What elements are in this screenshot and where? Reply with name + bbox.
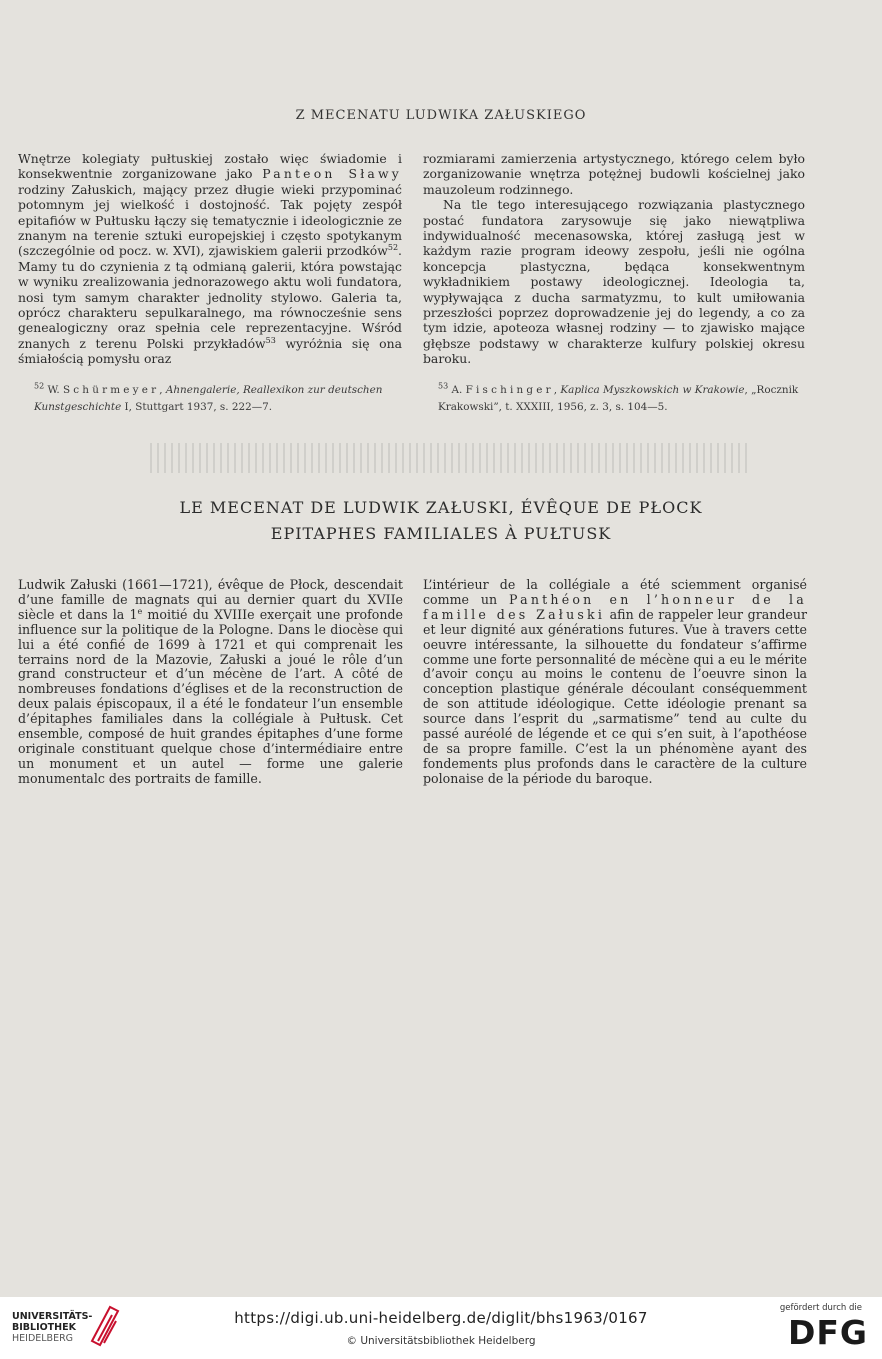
footnote-53: $^{53}$ A. Fischinger, Kaplica Myszkowskich w Krakowie, „Rocznik Krakowski”, t. XXXIII, 1956, z. 3, s. 104—5. xyxy=(438,381,799,413)
french-column-right: L’intérieur de la collégiale a été sciemment organisé comme un Panthéon en l’honneur de la famille des Załuski afin de rappeler leur grandeur et leur dignité aux générations futures. Vue à travers cette oeuvre intéressante, la silhouette du fondateur s’affirme comme une forte personnalité de mécène qui a eu le mérite d’avoir conçu au moins le contenu de l’oeuvre sinon la conception plastique générale découlant conséquemment de son attitude idéologique. Cette idéologie prenant sa source dans l’esprit du „sarmatisme” tend au culte du passé auréolé de légende et ce qui s’en suit, à l’apothéose de sa propre famille. C’est la un phénomène ayant des fondements plus profonds dans le caractère de la culture polonaise de la période du baroque. xyxy=(423,577,807,786)
copyright-notice: © Universitätsbibliothek Heidelberg xyxy=(346,1335,536,1347)
polish-column-left: Wnętrze kolegiaty pułtuskiej zostało więc świadomie i konsekwentnie zorganizowane jako Panteon Sławy rodziny Załuskich, mający przez długie wieki przypominać potomnym jej wielkość i dostojność. Tak pojęty zespół epitafiów w Pułtusku łączy się tematycznie i ideologicznie ze znanym na terenie sztuki europejskiej i często spotykanym (szczególnie od pocz. w. XVI), zjawiskiem galerii przodków$^{52}$. Mamy tu do czynienia z tą odmianą galerii, która powstając w wyniku zrealizowania jednorazowego aktu woli fundatora, nosi tym samym charakter jednolity stylowo. Galeria ta, oprócz charakteru sepulkaralnego, ma równocześnie sens genealogiczny oraz spełnia cele reprezentacyjne. Wśród znanych z terenu Polski przykładów$^{53}$ wyróżnia się ona śmiałością pomysłu oraz xyxy=(18,151,402,367)
library-name-line-3: HEIDELBERG xyxy=(12,1333,74,1344)
library-name-line-2: BIBLIOTHEK xyxy=(12,1322,76,1333)
footnote-52: $^{52}$ W. Schürmeyer, Ahnengalerie, Reallexikon zur deutschen Kunstgeschichte I, Stuttgart 1937, s. 222—7. xyxy=(34,381,383,413)
french-title-line-1: LE MECENAT DE LUDWIK ZAŁUSKI, ÉVÊQUE DE PŁOCK xyxy=(179,498,703,517)
viewer-footer xyxy=(0,1297,882,1359)
library-name-line-1: UNIVERSITÄTS- xyxy=(12,1311,93,1322)
polish-column-right: rozmiarami zamierzenia artystycznego, którego celem było zorganizowanie wnętrza potężnej budowli kościelnej jako mauzoleum rodzinnego. Na tle tego interesującego rozwiązania plastycznego postać fundatora zarysowuje się jako niewątpliwa indywidualność mecenasowska, której zasługą jest w każdym razie program ideowy zespołu, jeśli nie ogólna koncepcja plastyczna, będąca konsekwentnym wykładnikiem postawy ideologicznej. Ideologia ta, wypływająca z ducha sarmatyzmu, to kult umiłowania przeszłości poprzez doprowadzenie jej do legendy, a co za tym idzie, apoteoza własnej rodziny — to zjawisko mające głębsze podstawy w charakterze kulfury polskiej okresu baroku. xyxy=(423,151,805,367)
funded-by-label: gefördert durch die xyxy=(779,1303,862,1313)
dfg-logo[interactable]: DFG xyxy=(787,1313,868,1352)
french-title-line-2: EPITAPHES FAMILIALES À PUŁTUSK xyxy=(270,524,612,543)
permalink-url[interactable]: https://digi.ub.uni-heidelberg.de/diglit/bhs1963/0167 xyxy=(234,1309,648,1327)
bleed-through-text xyxy=(150,443,750,473)
french-column-left: Ludwik Załuski (1661—1721), évêque de Płock, descendait d’une famille de magnats qui au dernier quart du XVIIe siècle et dans la 1e moitié du XVIIIe exerçait une profonde influence sur la politique de la Pologne. Dans le diocèse qui lui a été confié de 1699 à 1721 et qui comprenait les terrains nord de la Mazovie, Załuski a joué le rôle d’un grand constructeur et d’un mécène de l’art. A côté de nombreuses fondations d’églises et de la reconstruction de deux palais épiscopaux, il a été le fondateur l’un ensemble d’épitaphes familiales dans la collégiale à Pułtusk. Cet ensemble, composé de huit grandes épitaphes d’une forme originale constituant quelque chose d’intermédiaire entre un monument et un autel — forme une galerie monumentalc des portraits de famille. xyxy=(18,577,403,786)
running-head: Z MECENATU LUDWIKA ZAŁUSKIEGO xyxy=(295,108,587,123)
